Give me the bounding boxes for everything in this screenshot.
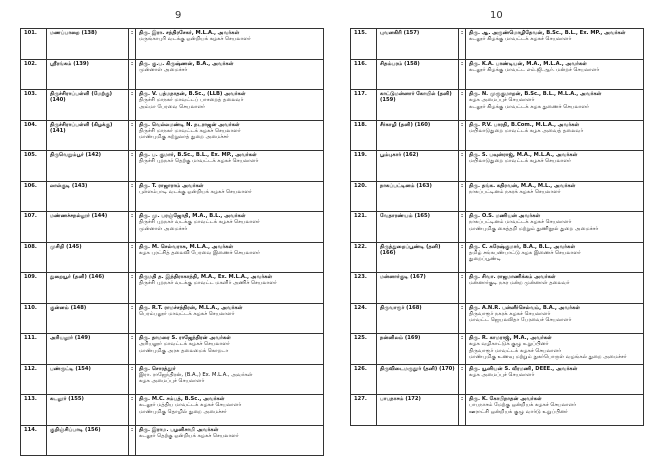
candidate-role: கடலூர் கிழக்கு மாவட்ட எம்.ஜி.ஆர். மன்றச் செயலாளர் [469,66,600,73]
candidate-details [136,90,324,121]
serial-number: 119. [351,151,377,182]
constituency: மண்ணச்சநல்லூர் (144) [47,212,129,243]
constituency: முசிறி (145) [47,242,129,273]
table-row [21,29,324,60]
candidate-name: திரு. தாமரை S. ராஜேந்திரன் அவர்கள் [139,335,231,341]
constituency: அரியலூர் (149) [47,334,129,365]
page-number-left: 9 [175,10,182,21]
candidate-name: திரு. சொரத்தூர் [139,365,176,372]
serial-number: 103. [21,90,47,121]
separator: : [129,242,136,273]
candidate-role: மன்னார்குடி நகர மன்ற முன்னாள் தலைவர் [469,280,570,287]
candidate-details [136,425,324,456]
candidate-details [466,29,644,60]
serial-number: 114. [21,425,47,456]
candidate-details [136,120,324,151]
constituency: வேதாரண்யம் (165) [377,212,459,243]
constituency: கடலூர் (155) [47,395,129,426]
table-row [21,242,324,273]
table-row [21,334,324,365]
serial-number: 120. [351,181,377,212]
candidate-details [466,181,644,212]
candidate-role: மயிலாடுதுறை மாவட்டக் கழக அவைத் தலைவர் [469,127,584,134]
serial-number: 104. [21,120,47,151]
table-row [21,181,324,212]
candidate-role: ஊராட்சி ஒன்றியக் குழு வார்டு உறுப்பினர் [469,408,568,415]
constituency: பாபநாசம் (172) [377,395,459,426]
candidate-name: திரு. இரா. சந்திரசேகர், M.L.A., அவர்கள் [139,30,240,36]
constituency: குன்னம் (148) [47,303,129,334]
candidate-role: நாகப்பட்டினம் நகரக் கழகச் செயலாளர் [469,188,561,195]
table-row [351,242,644,273]
separator: : [129,334,136,365]
candidate-details [466,242,644,273]
candidate-details [466,273,644,304]
table-row [351,212,644,243]
candidate-role: பாபநாசம் மேற்கு ஒன்றியக் கழகச் செயலாளர் [469,402,577,409]
candidate-role: திருச்சி புறநகர் தெற்கு மாவட்டக் கழகச் செயலாளர் [139,158,259,165]
serial-number: 102. [21,59,47,90]
table-row [351,29,644,60]
candidate-name: திரு. K.A. பாண்டியன், M.A., M.L.A., அவர்கள் [469,60,587,67]
constituency: திருவாரூர் (168) [377,303,459,334]
table-row [21,425,324,456]
separator: : [459,29,466,60]
serial-number: 108. [21,242,47,273]
table-row [351,273,644,304]
table-row [351,364,644,395]
serial-number: 127. [351,395,377,426]
candidate-name: திரு. ஆ. அருண்மொழிதேவன், B.Sc., B.L., Ex. MP., அவர்கள் [469,30,626,36]
page-number-right: 10 [490,10,503,21]
constituency: நாகப்பட்டினம் (163) [377,181,459,212]
serial-number: 105. [21,151,47,182]
constituency: திருத்துறைப்பூண்டி (தனி) (166) [377,242,459,273]
separator: : [459,303,466,334]
serial-number: 122. [351,242,377,273]
candidate-name: திரு. C. சுரேஷ்குமார், B.A., B.L., அவர்கள் [469,243,576,250]
candidate-details [136,242,324,273]
candidate-role: அரியலூர் மாவட்டக் கழகச் செயலாளர் [139,341,230,348]
constituency: திருவெறும்பூர் (142) [47,151,129,182]
table-row [21,120,324,151]
serial-number: 106. [21,181,47,212]
serial-number: 117. [351,90,377,121]
candidate-name: திரு. ப. குமார், B.Sc., B.L., Ex. MP., அவர்கள் [139,152,257,158]
separator: : [459,273,466,304]
candidate-name: திரு. R.T. ராமச்சந்திரன், M.L.A., அவர்கள் [139,304,243,311]
serial-number: 109. [21,273,47,304]
candidate-name: திரு. K. கோபிநாதன் அவர்கள் [469,396,542,402]
serial-number: 124. [351,303,377,334]
constituency: லால்குடி (143) [47,181,129,212]
candidate-details [466,151,644,182]
candidate-table-left [20,28,324,456]
separator: : [459,212,466,243]
table-row [21,303,324,334]
candidate-role: நாகப்பட்டினம் மாவட்டக் கழகச் செயலாளர் [469,219,572,226]
candidate-details [136,273,324,304]
separator: : [459,59,466,90]
candidate-details [466,59,644,90]
candidate-name: திரு. P.V. பாரதி, B.Com., M.L.A., அவர்கள் [469,121,580,128]
constituency: நன்னிலம் (169) [377,334,459,365]
candidate-name: திரு. V. பத்மநாதன், B.Sc., (LLB) அவர்கள் [139,91,246,97]
table-row [351,334,644,365]
separator: : [459,364,466,395]
candidate-name: திரு. கு.ப. கிருஷ்ணன், B.A., அவர்கள் [139,60,234,67]
serial-number: 118. [351,120,377,151]
candidate-role: முன்னாள் அமைச்சர் [139,66,188,73]
candidate-name: திரு. O.S. மணியன் அவர்கள் [469,213,541,219]
candidate-role: திருவாரூர் மாவட்டக் கழகச் செயலாளர் [469,347,562,354]
candidate-details [136,334,324,365]
separator: : [129,120,136,151]
serial-number: 113. [21,395,47,426]
separator: : [129,273,136,304]
candidate-name: திரு. R. காமராஜ், M.A., அவர்கள் [469,335,552,341]
separator: : [129,29,136,60]
candidate-details [136,151,324,182]
separator: : [459,181,466,212]
candidate-details [466,303,644,334]
candidate-role: திருச்சி புறநகர் வடக்கு மாவட்ட மகளிர் அணிச் செயலாளர் [139,280,277,287]
constituency: குறிஞ்சிப்பாடி (156) [47,425,129,456]
table-row [21,212,324,243]
separator: : [459,334,466,365]
candidate-role: முன்னாள் அமைச்சர் [139,225,188,232]
table-row [351,395,644,426]
separator: : [129,395,136,426]
serial-number: 112. [21,364,47,395]
candidate-role: கடலூர் கிழக்கு மாவட்டக் கழகச் செயலாளர் [469,36,572,43]
candidate-role: கடலூர் தெற்கு ஒன்றியக் கழகச் செயலாளர் [139,432,239,439]
separator: : [129,90,136,121]
table-row [351,151,644,182]
separator: : [459,120,466,151]
candidate-details [466,212,644,243]
candidate-role: தமிழ் சங்கபண்பாட்டு கழக இணைச் செயலாளர் [469,249,581,256]
constituency: சிதம்பரம் (158) [377,59,459,90]
candidate-role: கழக அமைப்புச் செயலாளர் [139,378,205,385]
constituency: பண்ருட்டி (154) [47,364,129,395]
candidate-details [136,29,324,60]
candidate-role: திருவாரூர் நகரக் கழகச் செயலாளர் [469,310,551,317]
candidate-role: இரா. ராஜேந்திரன், (B.A.,) Ex. M.L.A., அவர்கள் [139,371,253,378]
separator: : [129,364,136,395]
table-row [351,59,644,90]
separator: : [129,181,136,212]
separator: : [129,59,136,90]
candidate-name: திருமதி த. இந்திராகாந்தி, M.A., Ex. M.L.A., அவர்கள் [139,274,273,280]
separator: : [129,303,136,334]
candidate-name: திரு. மு. பரஞ்ஜோதி, M.A., B.L., அவர்கள் [139,213,246,219]
serial-number: 121. [351,212,377,243]
candidate-details [466,120,644,151]
candidate-details [136,181,324,212]
candidate-details [466,364,644,395]
separator: : [129,425,136,456]
constituency: மணப்பாறை (138) [47,29,129,60]
candidate-role: கழக அமைப்புச் செயலாளர் [469,371,535,378]
serial-number: 107. [21,212,47,243]
table-row [21,273,324,304]
candidate-name: திரு. M. செல்வராசு, M.L.A., அவர்கள் [139,243,234,250]
table-row [21,151,324,182]
candidate-role: கழக வழிகாட்டுக் குழு உறுப்பினர் [469,341,549,348]
candidate-role: துறைப்பூண்டி [469,256,501,263]
constituency: திருச்சிராப்பள்ளி (மேற்கு) (140) [47,90,129,121]
candidate-role: புள்ளம்பாடி வடக்கு ஒன்றியக் கழகச் செயலாளர் [139,188,252,195]
table-row [21,395,324,426]
candidate-role: மாண்புமிகு உணவு மற்றும் நுகர்பொருள் வழங்கல் துறை அமைச்சர் [469,354,627,361]
candidate-role: திருச்சி மாநகர் மாவட்டக் கழகச் செயலாளர் [139,127,241,134]
table-row [351,120,644,151]
candidate-role: திருச்சி புறநகர் வடக்கு மாவட்டக் கழகச் செயலாளர் [139,219,260,226]
candidate-role: மாண்புமிகு சுற்றுலாத் துறை அமைச்சர் [139,134,229,141]
candidate-role: கழக அமைப்புச் செயலாளர் [469,97,535,104]
table-row [21,364,324,395]
constituency: துறையூர் (தனி) (146) [47,273,129,304]
candidate-details [466,334,644,365]
constituency: மன்னார்குடி (167) [377,273,459,304]
serial-number: 123. [351,273,377,304]
candidate-details [466,395,644,426]
candidate-role: பெரம்பலூர் மாவட்டக் கழகச் செயலாளர் [139,310,235,317]
serial-number: 101. [21,29,47,60]
table-row [351,181,644,212]
candidate-table-right [350,28,644,426]
candidate-role: மாண்புமிகு அரசு தலைமைக் கொறடா [139,347,229,354]
table-row [21,59,324,90]
candidate-role: மாவட்ட ஜெயலலிதா பேரவைச் செயலாளர் [469,317,572,324]
candidate-role: மருங்காபுரி வடக்கு ஒன்றியக் கழகச் செயலாளர் [139,36,251,43]
separator: : [459,242,466,273]
constituency: திருவிடைமருதூர் (தனி) (170) [377,364,459,395]
candidate-details [136,59,324,90]
candidate-name: திரு. N. முருகுமாறன், B.Sc., B.L., M.L.A., அவர்கள் [469,91,602,97]
candidate-details [136,395,324,426]
candidate-name: திரு. M.C. சம்பத், B.Sc., அவர்கள் [139,396,225,402]
separator: : [459,151,466,182]
candidate-role: கடலூர் மத்திய மாவட்டக் கழகச் செயலாளர் [139,402,242,409]
candidate-role: மாண்புமிகு கைத்தறி மற்றும் துணிநூல் துறை அமைச்சர் [469,225,599,232]
table-row [351,303,644,334]
candidate-name: திரு. S. பவுன்ராஜ், M.A., M.L.A., அவர்கள் [469,152,578,158]
constituency: புவனகிரி (157) [377,29,459,60]
serial-number: 115. [351,29,377,60]
serial-number: 125. [351,334,377,365]
separator: : [129,151,136,182]
separator: : [129,212,136,243]
candidate-details [466,90,644,121]
candidate-name: திரு. இராம. பழனிசாமி அவர்கள் [139,426,219,433]
serial-number: 116. [351,59,377,90]
candidate-name: திரு. சிவா. ராஜமாணிக்கம் அவர்கள் [469,274,556,280]
candidate-role: அம்மா பேரவை செயலாளர் [139,103,205,110]
candidate-role: கழக புரட்சித் தலைவி பேரவை இணைச் செயலாளர் [139,249,260,256]
constituency: ஸ்ரீரங்கம் (139) [47,59,129,90]
candidate-name: திரு. A.N.R. பன்னீர்செல்வம், B.A., அவர்கள் [469,304,581,311]
serial-number: 110. [21,303,47,334]
constituency: திருச்சிராப்பள்ளி (கிழக்கு) (141) [47,120,129,151]
constituency: பூம்புகார் (162) [377,151,459,182]
constituency: காட்டுமன்னார் கோயில் (தனி) (159) [377,90,459,121]
candidate-role: திருச்சி மாநகர் மாவட்டப் பாசறைத் தலைவர் [139,97,244,104]
candidate-name: திரு. வெல்லமண்டி N. நடராஜன் அவர்கள் [139,121,240,128]
candidate-role: மாண்புமிகு தொழில் துறை அமைச்சர் [139,408,227,415]
candidate-name: திரு. தங்க. கதிரவன், M.A., M.L., அவர்கள் [469,182,576,189]
candidate-details [136,212,324,243]
table-row [351,90,644,121]
candidate-role: கடலூர் கிழக்கு மாவட்டக் கழக துணைச் செயலாளர் [469,103,589,110]
constituency: சீர்காழி (தனி) (160) [377,120,459,151]
candidate-role: மயிலாடுதுறை மாவட்டக் கழகச் செயலாளர் [469,158,571,165]
serial-number: 111. [21,334,47,365]
candidate-details [136,303,324,334]
candidate-name: திரு. யூனியன் S. வீரமணி, DEEE., அவர்கள் [469,365,578,372]
table-row [21,90,324,121]
separator: : [459,90,466,121]
separator: : [459,395,466,426]
candidate-name: திரு. T. ராஜாராம் அவர்கள் [139,182,204,189]
candidate-details [136,364,324,395]
serial-number: 126. [351,364,377,395]
